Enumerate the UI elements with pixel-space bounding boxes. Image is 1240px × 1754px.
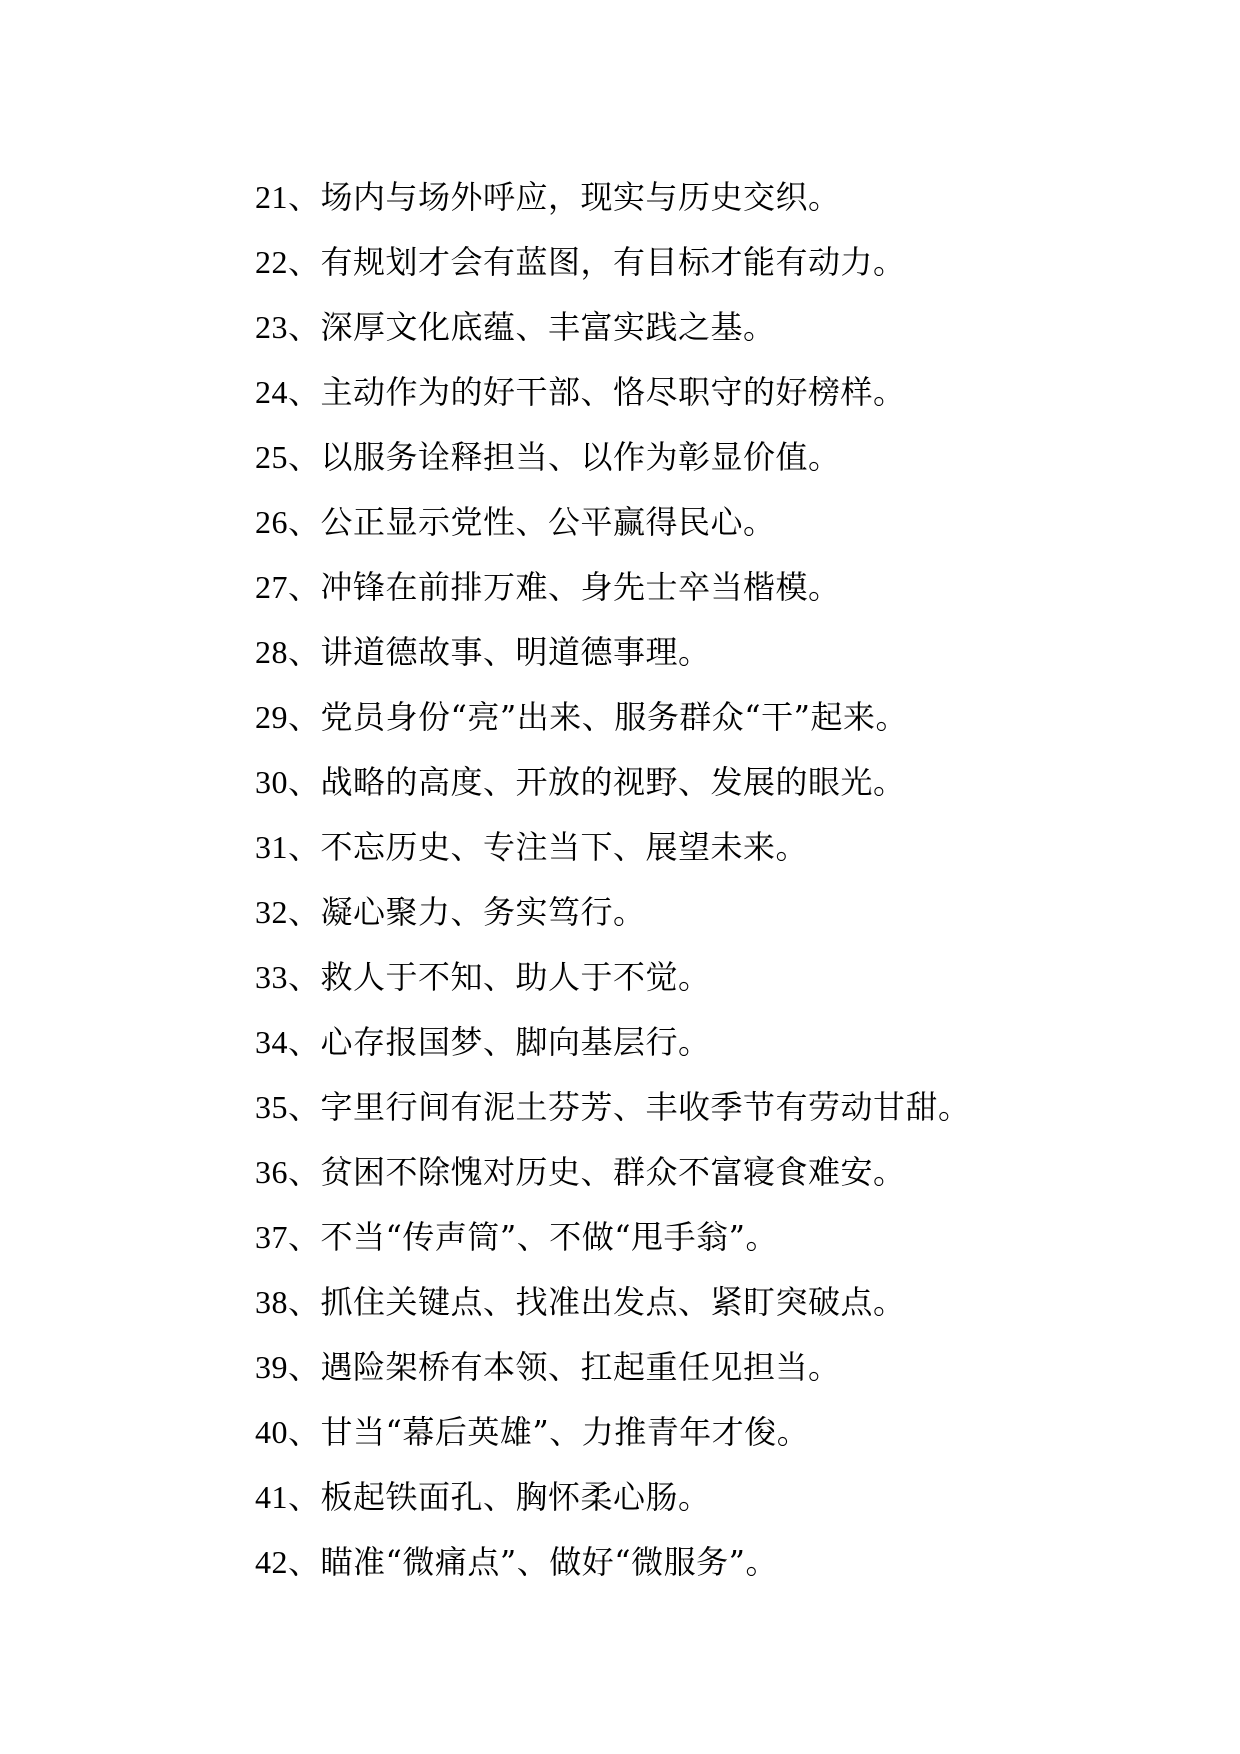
list-item [255,1140,971,1205]
item-text: 、不忘历史、专注当下、展望未来。 [288,828,809,866]
item-text: 、板起铁面孔、胸怀柔心肠。 [288,1478,711,1516]
list-item [255,425,971,490]
item-number: 30 [255,764,288,800]
item-number: 22 [255,244,288,280]
item-number: 35 [255,1089,288,1125]
item-number: 26 [255,504,288,540]
item-text: 、讲道德故事、明道德事理。 [288,633,711,671]
item-number: 23 [255,309,288,345]
item-number: 25 [255,439,288,475]
item-number: 27 [255,569,288,605]
item-number: 37 [255,1219,288,1255]
item-number: 36 [255,1154,288,1190]
list-item [255,815,971,880]
item-text: 、遇险架桥有本领、扛起重任见担当。 [288,1348,841,1386]
item-text: 、甘当“幕后英雄”、力推青年才俊。 [288,1413,810,1451]
item-number: 41 [255,1479,288,1515]
list-item [255,165,971,230]
item-text: 、不当“传声筒”、不做“甩手翁”。 [288,1218,778,1256]
item-text: 、有规划才会有蓝图，有目标才能有动力。 [288,243,906,281]
item-number: 29 [255,699,288,735]
list-item [255,490,971,555]
item-text: 、瞄准“微痛点”、做好“微服务”。 [288,1543,778,1581]
item-text: 、主动作为的好干部、恪尽职守的好榜样。 [288,373,906,411]
list-item [255,1400,971,1465]
list-item [255,1270,971,1335]
item-number: 32 [255,894,288,930]
item-text: 、凝心聚力、务实笃行。 [288,893,646,931]
list-item [255,750,971,815]
item-number: 33 [255,959,288,995]
item-text: 、场内与场外呼应，现实与历史交织。 [288,178,841,216]
item-number: 28 [255,634,288,670]
item-text: 、公正显示党性、公平赢得民心。 [288,503,776,541]
list-item [255,1010,971,1075]
item-text: 、深厚文化底蕴、丰富实践之基。 [288,308,776,346]
item-text: 、心存报国梦、脚向基层行。 [288,1023,711,1061]
item-text: 、冲锋在前排万难、身先士卒当楷模。 [288,568,841,606]
item-text: 、抓住关键点、找准出发点、紧盯突破点。 [288,1283,906,1321]
list-item [255,360,971,425]
item-number: 21 [255,179,288,215]
item-text: 、党员身份“亮”出来、服务群众“干”起来。 [288,698,908,736]
list-item [255,880,971,945]
item-number: 31 [255,829,288,865]
list-item [255,230,971,295]
item-number: 38 [255,1284,288,1320]
list-item [255,295,971,360]
item-text: 、贫困不除愧对历史、群众不富寝食难安。 [288,1153,906,1191]
item-text: 、以服务诠释担当、以作为彰显价值。 [288,438,841,476]
item-number: 40 [255,1414,288,1450]
numbered-list [255,165,971,1595]
item-text: 、战略的高度、开放的视野、发展的眼光。 [288,763,906,801]
item-number: 24 [255,374,288,410]
list-item [255,945,971,1010]
list-item [255,685,971,750]
item-number: 42 [255,1544,288,1580]
list-item [255,555,971,620]
list-item [255,1530,971,1595]
list-item [255,1465,971,1530]
item-text: 、字里行间有泥土芬芳、丰收季节有劳动甘甜。 [288,1088,971,1126]
item-text: 、救人于不知、助人于不觉。 [288,958,711,996]
item-number: 39 [255,1349,288,1385]
list-item [255,620,971,685]
list-item [255,1335,971,1400]
list-item [255,1075,971,1140]
item-number: 34 [255,1024,288,1060]
list-item [255,1205,971,1270]
